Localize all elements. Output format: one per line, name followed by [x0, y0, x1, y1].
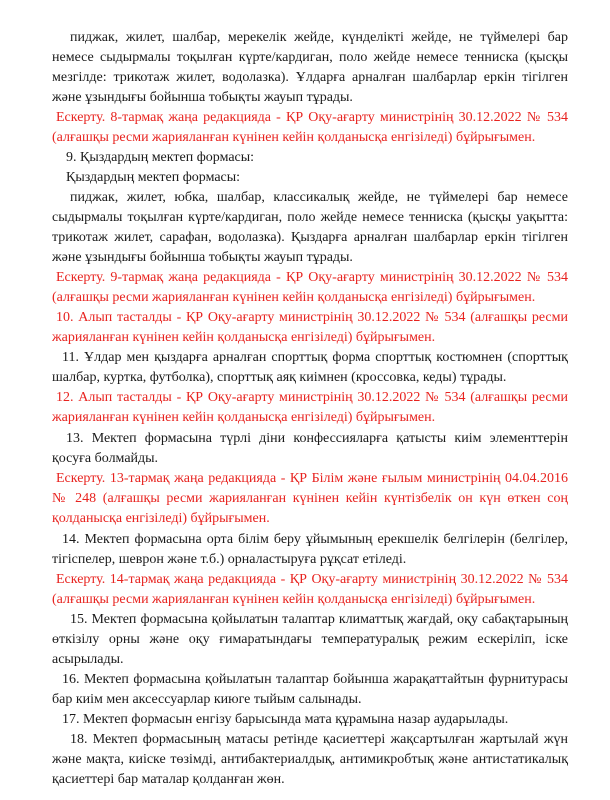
note-item-9[interactable]: Ескерту. 9-тармақ жаңа редакцияда - ҚР Оқу-ағарту министрінің 30.12.2022 № 534 (алғашқы ресми жарияланған күнінен кейін қолданысқа енгізіледі) бұйрығымен. [52, 270, 568, 305]
note-item-14[interactable]: Ескерту. 14-тармақ жаңа редакцияда - ҚР Оқу-ағарту министрінің 30.12.2022 № 534 (алғашқы ресми жарияланған күнінен кейін қолданысқа енгізіледі) бұйрығымен. [52, 572, 568, 607]
paragraph-13: 13. Мектеп формасына түрлі діни конфессияларға қатысты киім элементтерін қосуға болмайды. [52, 431, 568, 466]
paragraph-9-subheading: Қыздардың мектеп формасы: [66, 170, 241, 185]
note-item-12[interactable]: 12. Алып тасталды - ҚР Оқу-ағарту министрінің 30.12.2022 № 534 (алғашқы ресми жарияланған күнінен кейін қолданысқа енгізіледі) бұйрығымен. [52, 390, 568, 425]
paragraph-11: 11. Ұлдар мен қыздарға арналған спорттық форма спорттық костюмнен (спорттық шалбар, куртка, футболка), спорттық аяқ киімнен (кроссовка, кеды) тұрады. [52, 350, 568, 385]
paragraph-9-body: пиджак, жилет, юбка, шалбар, классикалық жейде, не түймелері бар немесе сыдырмалы тоқылған күрте/кардиган, поло жейде немесе тенниска (қысқы уақытта: трикотаж жилет, сарафан, водолазка). Қыздарға арналған шалбарлар еркін тігілген және ұзындығы бойынша тобықты жауып тұрады. [52, 190, 568, 265]
note-item-10[interactable]: 10. Алып тасталды - ҚР Оқу-ағарту министрінің 30.12.2022 № 534 (алғашқы ресми жарияланған күнінен кейін қолданысқа енгізіледі) бұйрығымен. [52, 310, 568, 345]
paragraph-16: 16. Мектеп формасына қойылатын талаптар бойынша жарақаттайтын фурнитурасы бар киім мен аксессуарлар киюге тыйым салынады. [52, 672, 568, 707]
paragraph-15: 15. Мектеп формасына қойылатын талаптар климаттық жағдай, оқу сабақтарының өткізілу орны және оқу ғимаратындағы температуралық режим ескеріліп, іске асырылады. [52, 612, 568, 667]
paragraph-18: 18. Мектеп формасының матасы ретінде қасиеттері жақсартылған жартылай жүн және мақта, киіске төзімді, антибактериалдық, антимикробтық және антистатикалық қасиеттері бар маталар қолданған жөн. [52, 732, 568, 787]
paragraph-9-heading: 9. Қыздардың мектеп формасы: [66, 150, 255, 165]
note-item-8[interactable]: Ескерту. 8-тармақ жаңа редакцияда - ҚР Оқу-ағарту министрінің 30.12.2022 № 534 (алғашқы ресми жарияланған күнінен кейін қолданысқа енгізіледі) бұйрығымен. [52, 110, 568, 145]
paragraph-14: 14. Мектеп формасына орта білім беру ұйымының ерекшелік белгілерін (белгілер, тігіспелер, шеврон және т.б.) орналастыруға рұқсат етіледі. [52, 532, 568, 567]
note-item-13[interactable]: Ескерту. 13-тармақ жаңа редакцияда - ҚР Білім және ғылым министрінің 04.04.2016 № 248 (алғашқы ресми жарияланған күнінен кейін күнтізбелік он күн өткен соң қолданысқа енгізіледі) бұйрығымен. [52, 471, 568, 526]
paragraph-8-continuation: пиджак, жилет, шалбар, мерекелік жейде, күнделікті жейде, не түймелері бар немесе сыдырмалы тоқылған күрте/кардиган, поло жейде немесе тенниска (қысқы мезгілде: трикотаж жилет, водолазка). Ұлдарға арналған шалбарлар еркін тігілген және ұзындығы бойынша тобықты жауып тұрады. [52, 30, 568, 105]
paragraph-17: 17. Мектеп формасын енгізу барысында мата құрамына назар аударылады. [62, 712, 509, 727]
